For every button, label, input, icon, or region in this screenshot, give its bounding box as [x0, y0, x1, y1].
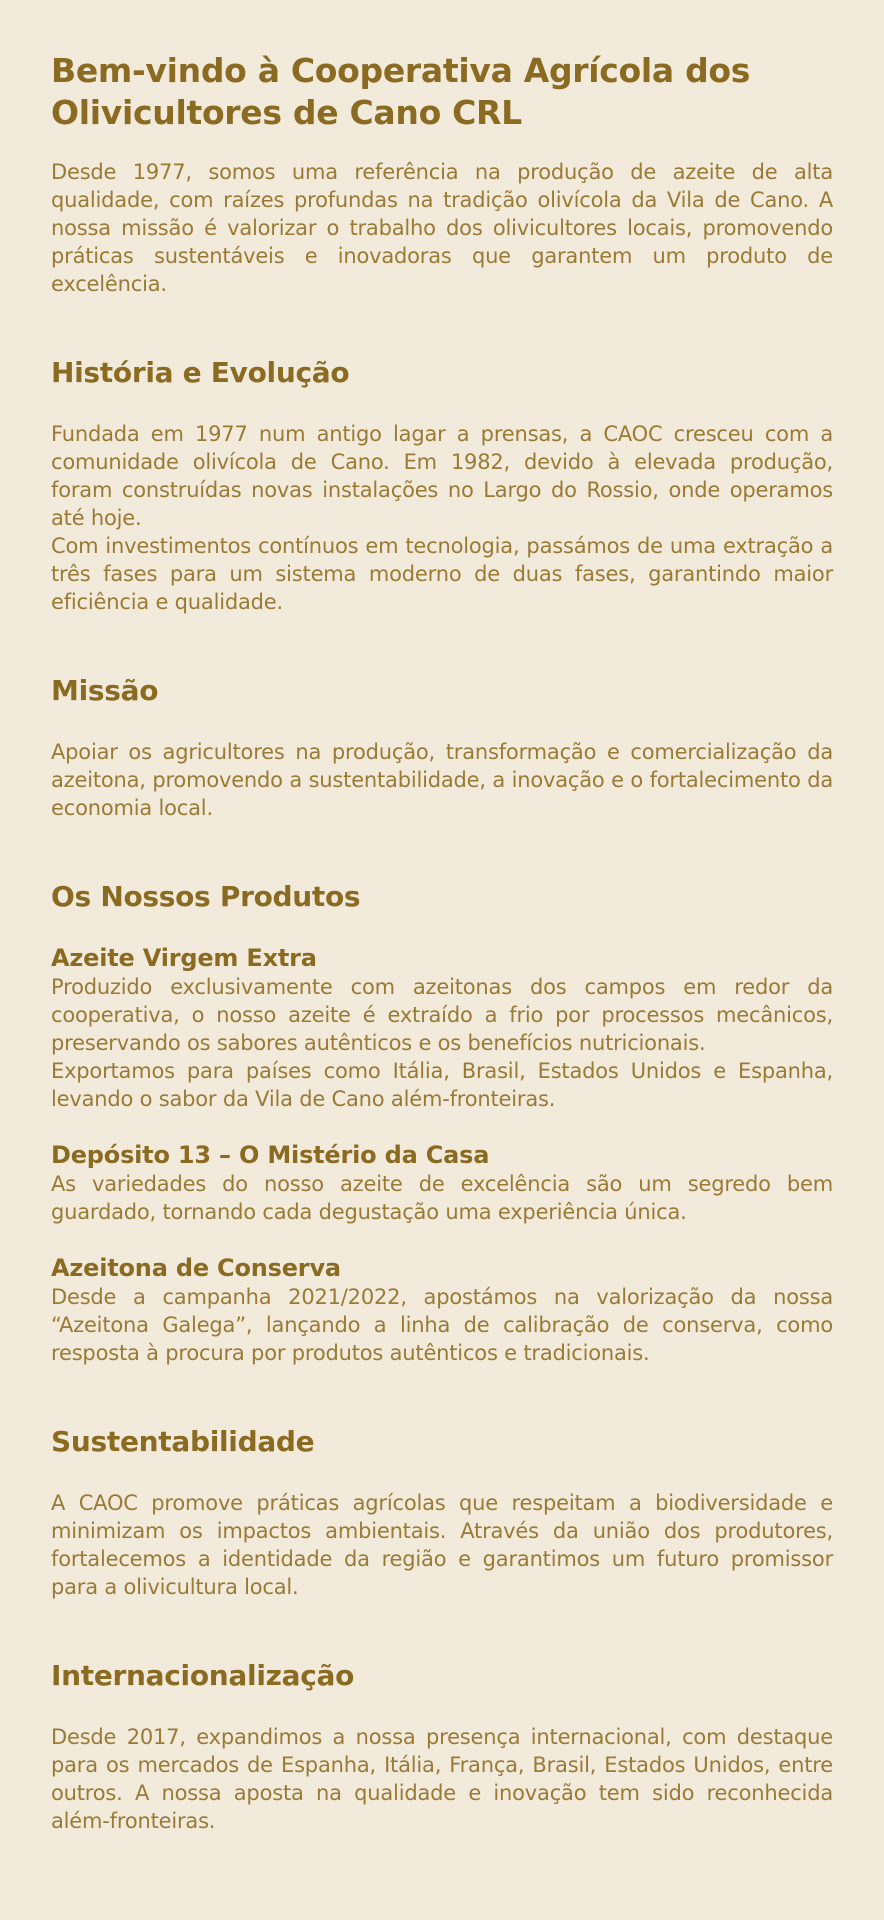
- sustainability-text: A CAOC promove práticas agrícolas que respeitam a biodiversidade e minimizam os impactos ambientais. Através da união dos produtores, fortalecemos a identidade da região e garantimos um futuro promissor para a olivicultura local.: [51, 1491, 833, 1599]
- intro-text: Desde 1977, somos uma referência na produção de azeite de alta qualidade, com raízes profundas na tradição olivícola da Vila de Cano. A nossa missão é valorizar o trabalho dos olivicultores locais, promovendo práticas sustentáveis e inovadoras que garantem um produto de excelência.: [51, 160, 833, 296]
- products-title: Os Nossos Produtos: [51, 880, 361, 913]
- history-paragraph: Com investimentos contínuos em tecnologia, passámos de uma extração a três fases para um sistema moderno de duas fases, garantindo maior eficiência e qualidade.: [51, 534, 833, 614]
- mission-section: [51, 674, 833, 822]
- product-name: Azeite Virgem Extra: [51, 944, 317, 972]
- mission-title: Missão: [51, 674, 159, 707]
- product-description: Exportamos para países como Itália, Brasil, Estados Unidos e Espanha, levando o sabor da Vila de Cano além-fronteiras.: [51, 1059, 833, 1111]
- product-name: Depósito 13 – O Mistério da Casa: [51, 1141, 490, 1169]
- sustainability-title: Sustentabilidade: [51, 1425, 315, 1458]
- sustainability-section: [51, 1425, 833, 1601]
- mission-text: Apoiar os agricultores na produção, transformação e comercialização da azeitona, promovendo a sustentabilidade, a inovação e o fortalecimento da economia local.: [51, 740, 833, 820]
- product-name: Azeitona de Conserva: [51, 1254, 341, 1282]
- history-title: História e Evolução: [51, 356, 350, 389]
- history-paragraph: Fundada em 1977 num antigo lagar a prensas, a CAOC cresceu com a comunidade olivícola de Cano. Em 1982, devido à elevada produção, foram construídas novas instalações no Largo do Rossio, onde operamos até hoje.: [51, 422, 833, 530]
- products-section: [51, 880, 833, 1367]
- page-title: Bem-vindo à Cooperativa Agrícola dos Olivicultores de Cano CRL: [51, 51, 751, 132]
- internationalization-section: [51, 1659, 833, 1835]
- product-description: Produzido exclusivamente com azeitonas dos campos em redor da cooperativa, o nosso azeite é extraído a frio por processos mecânicos, preservando os sabores autênticos e os benefícios nutricionais.: [51, 975, 833, 1055]
- internationalization-text: Desde 2017, expandimos a nossa presença internacional, com destaque para os mercados de Espanha, Itália, França, Brasil, Estados Unidos, entre outros. A nossa aposta na qualidade e inovação tem sido reconhecida além-fronteiras.: [51, 1725, 833, 1833]
- product-description: As variedades do nosso azeite de excelência são um segredo bem guardado, tornando cada degustação uma experiência única.: [51, 1172, 833, 1224]
- product-item: [51, 1141, 833, 1226]
- internationalization-title: Internacionalização: [51, 1659, 355, 1692]
- history-section: [51, 356, 833, 616]
- product-description: Desde a campanha 2021/2022, apostámos na valorização da nossa “Azeitona Galega”, lançando a linha de calibração de conserva, como resposta à procura por produtos autênticos e tradicionais.: [51, 1285, 833, 1365]
- product-item: [51, 944, 833, 1113]
- product-item: [51, 1254, 833, 1367]
